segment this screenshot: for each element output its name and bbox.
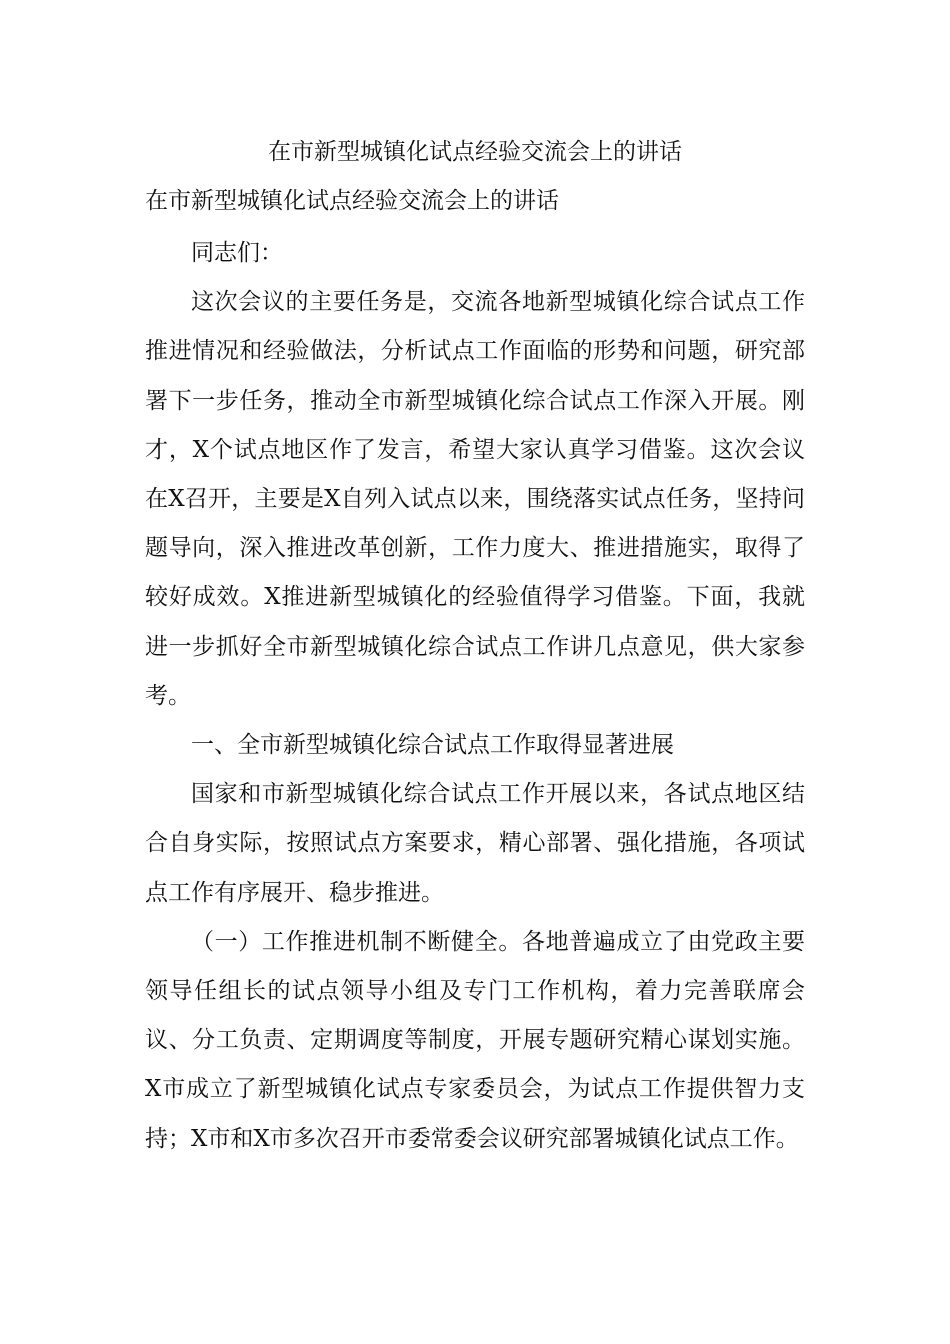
salutation: 同志们： xyxy=(191,240,283,266)
document-subtitle: 在市新型城镇化试点经验交流会上的讲话 xyxy=(145,188,559,214)
document-body xyxy=(145,229,805,1164)
section-heading: 一、全市新型城镇化综合试点工作取得显著进展 xyxy=(191,732,674,759)
body-paragraph: 国家和市新型城镇化综合试点工作开展以来，各试点地区结合自身实际，按照试点方案要求，精心部署、强化措施，各项试点工作有序展开、稳步推进。 xyxy=(145,781,805,906)
body-paragraph: （一）工作推进机制不断健全。各地普遍成立了由党政主要领导任组长的试点领导小组及专门工作机构，着力完善联席会议、分工负责、定期调度等制度，开展专题研究精心谋划实施。X市成立了新型城镇化试点专家委员会，为试点工作提供智力支持；X市和X市多次召开市委常委会议研究部署城镇化试点工作。 xyxy=(145,928,805,1152)
document-title: 在市新型城镇化试点经验交流会上的讲话 xyxy=(268,139,682,165)
body-paragraph: 这次会议的主要任务是，交流各地新型城镇化综合试点工作推进情况和经验做法，分析试点工作面临的形势和问题，研究部署下一步任务，推动全市新型城镇化综合试点工作深入开展。刚才，X个试点地区作了发言，希望大家认真学习借鉴。这次会议在X召开，主要是X自列入试点以来，围绕落实试点任务，坚持问题导向，深入推进改革创新，工作力度大、推进措施实，取得了较好成效。X推进新型城镇化的经验值得学习借鉴。下面，我就进一步抓好全市新型城镇化综合试点工作讲几点意见，供大家参考。 xyxy=(145,289,805,709)
